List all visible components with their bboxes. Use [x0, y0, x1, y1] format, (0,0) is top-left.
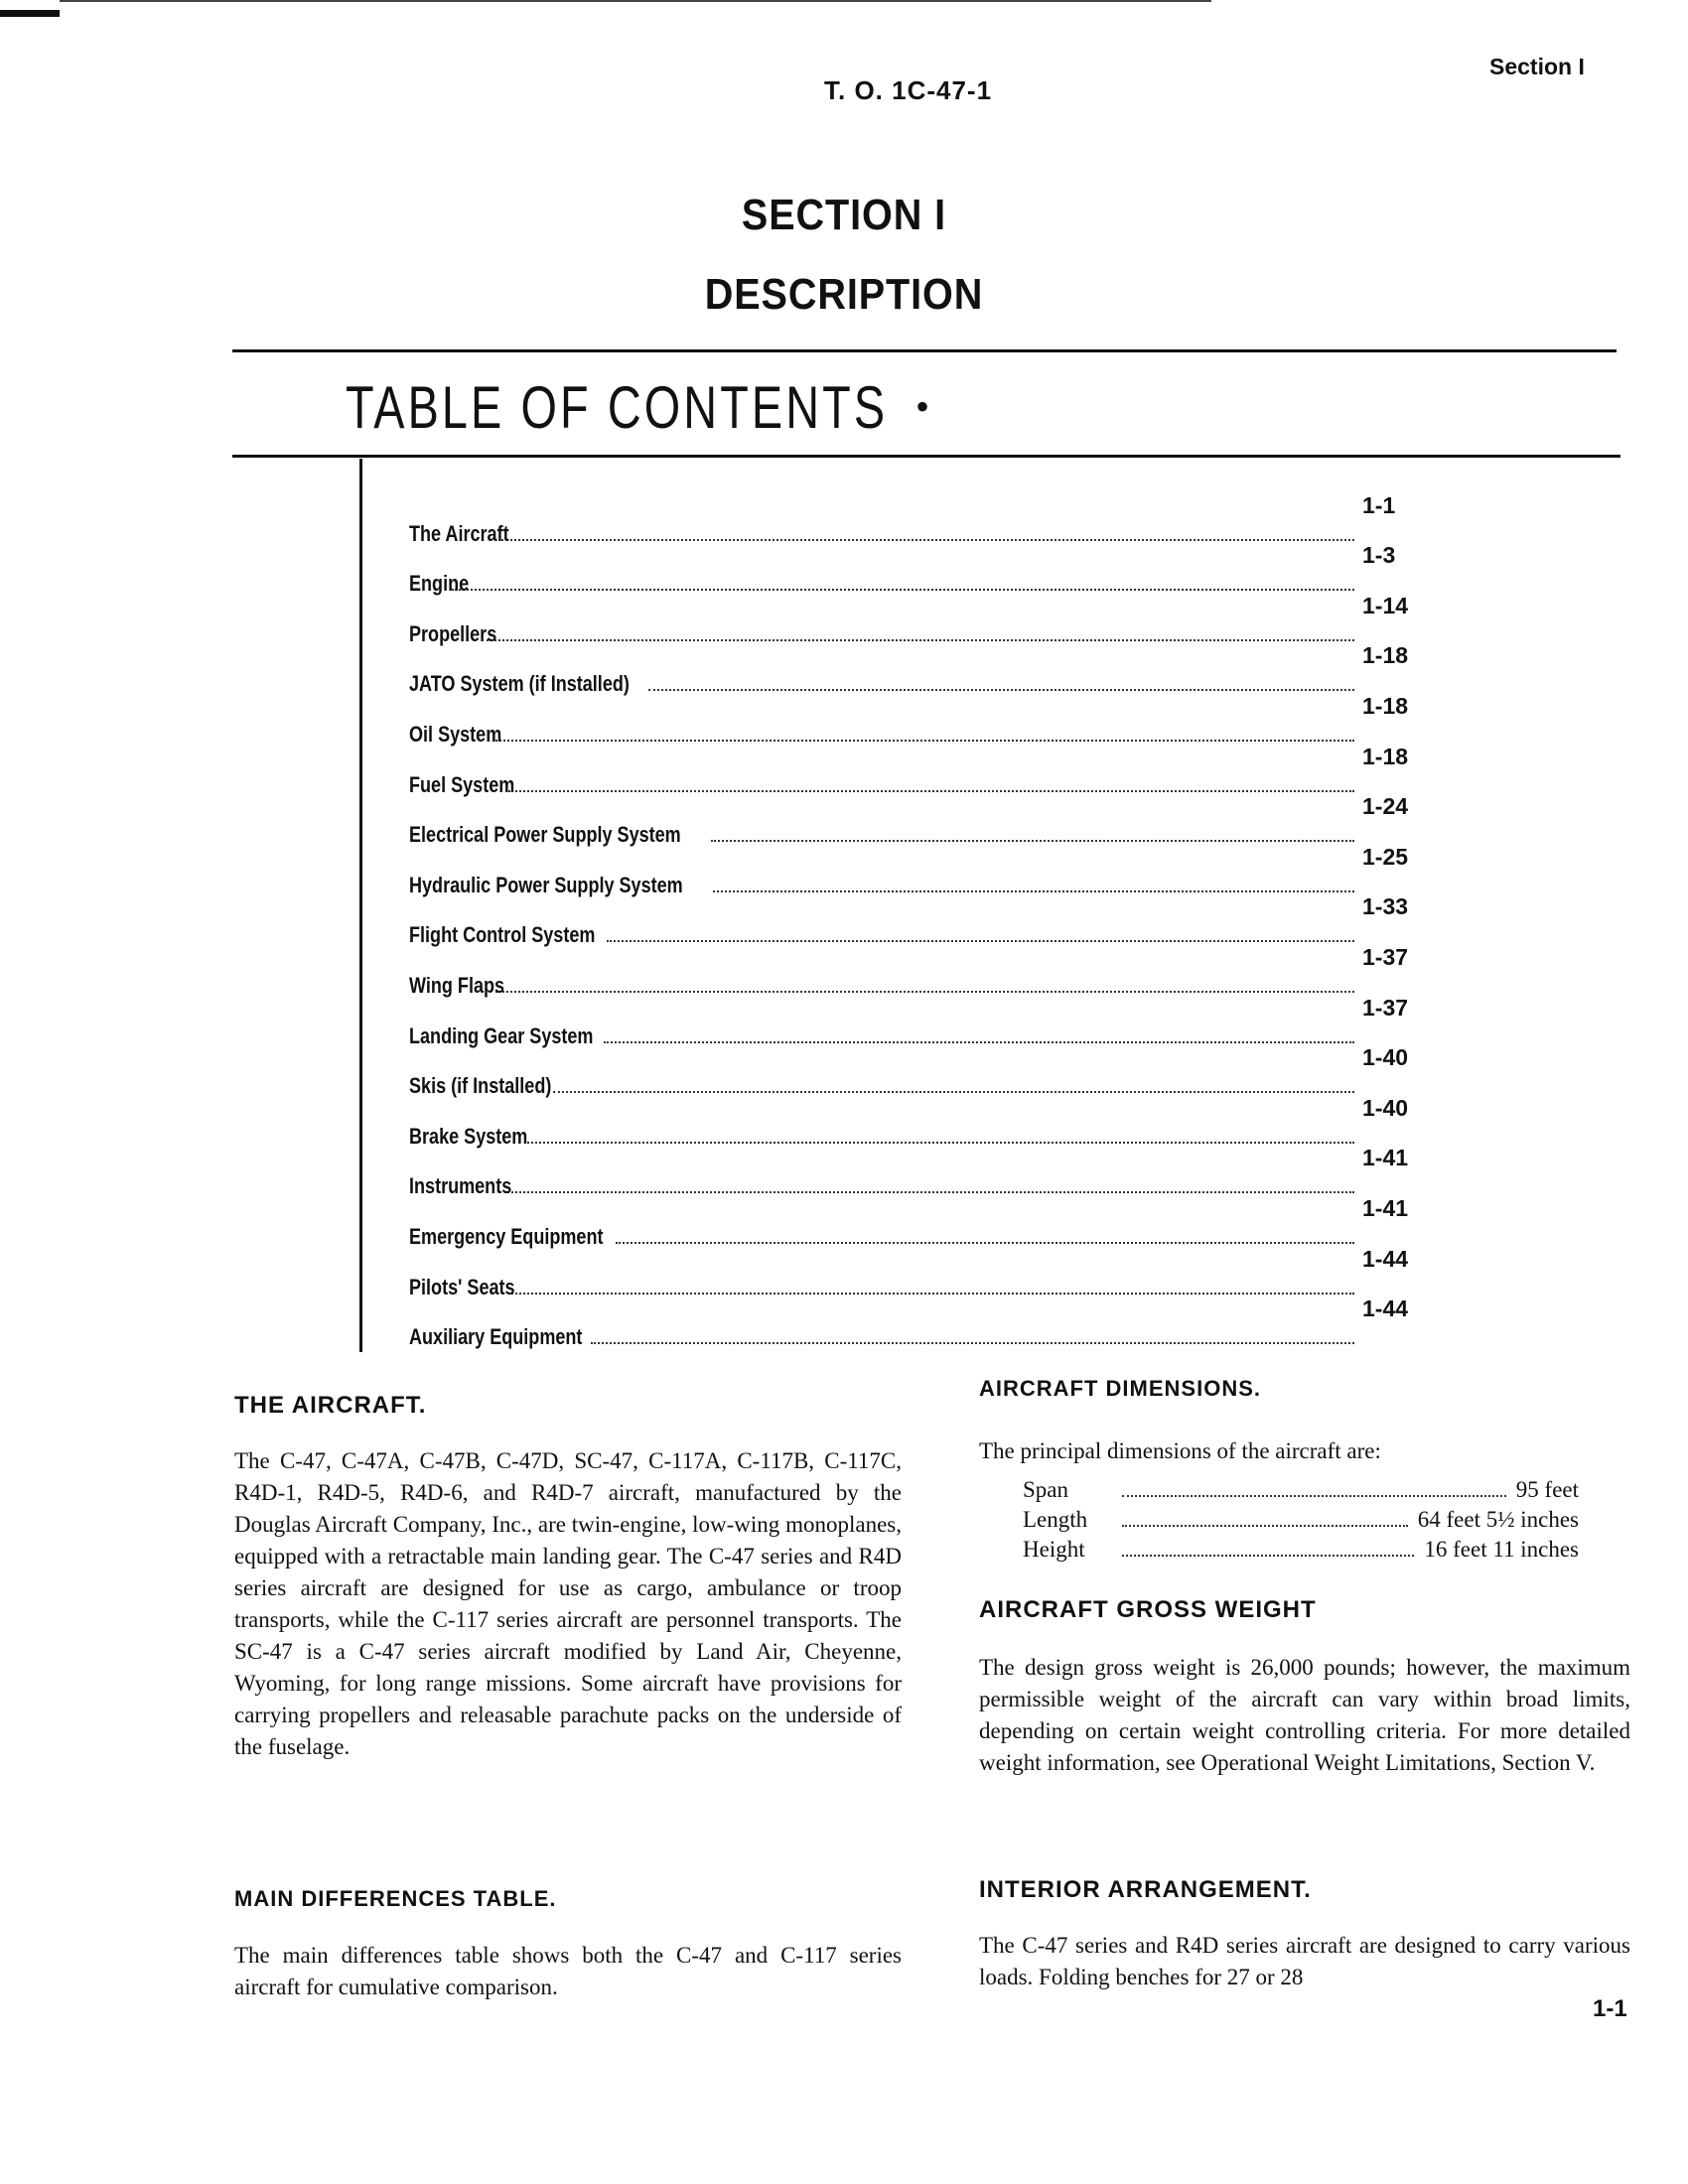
dimension-leader-dots — [1122, 1525, 1408, 1527]
toc-entry-page: 1-33 — [1362, 893, 1409, 920]
dimensions-intro: The principal dimensions of the aircraft are: — [979, 1438, 1381, 1463]
toc-entry-label: Pilots' Seats — [409, 1274, 515, 1299]
toc-leader-dots — [508, 789, 1354, 792]
page-number: 1-1 — [1593, 1995, 1627, 2022]
toc-entry-label: Electrical Power Supply System — [409, 822, 681, 848]
aircraft-paragraph: The C-47, C-47A, C-47B, C-47D, SC-47, C-117A, C-117B, C-117C, R4D-1, R4D-5, R4D-6, and R4D-7 aircraft, manufactured by the Douglas Aircraft Company, Inc., are twin-engine, low-wing monoplanes, equipped with a retractable main landing gear. The C-47 series and R4D series aircraft are designed for use as cargo, ambulance or troop transports, while the C-117 series aircraft are personnel transports. The SC-47 is a C-47 series aircraft modified by Land Air, Cheyenne, Wyoming, for long range missions. Some aircraft have provisions for carrying propellers and releasable parachute packs on the underside of the fuselage. — [234, 1448, 902, 1759]
differences-paragraph: The main differences table shows both the C-47 and C-117 series aircraft for cumulative comparison. — [234, 1943, 902, 1999]
toc-top-rule — [232, 349, 1617, 352]
dimensions-heading: AIRCRAFT DIMENSIONS. — [979, 1376, 1261, 1401]
dimension-value: 95 feet — [1515, 1477, 1579, 1502]
toc-leader-dots — [711, 839, 1354, 842]
toc-leader-dots — [452, 588, 1354, 591]
toc-entry — [409, 1094, 1422, 1150]
toc-entry-page: 1-3 — [1362, 542, 1396, 569]
toc-leader-dots — [591, 1341, 1354, 1344]
gross-weight-paragraph: The design gross weight is 26,000 pounds; however, the maximum permissible weight of the aircraft can vary within broad limits, depending on certain weight controlling criteria. For more detailed weight information, see Operational Weight Limitations, Section V. — [979, 1655, 1630, 1775]
toc-entry — [409, 843, 1422, 898]
toc-leader-dots — [501, 538, 1354, 541]
toc-entry-label: JATO System (if Installed) — [409, 671, 630, 697]
toc-entry-page: 1-44 — [1362, 1296, 1409, 1322]
toc-entry — [409, 1296, 1422, 1351]
toc-entry-page: 1-41 — [1362, 1194, 1409, 1221]
toc-entry-label: Skis (if Installed) — [409, 1073, 552, 1099]
toc-entry — [409, 1145, 1422, 1200]
toc-entry-label: The Aircraft — [409, 520, 509, 546]
toc-leader-dots — [607, 939, 1354, 942]
toc-leader-dots — [508, 1292, 1354, 1295]
toc-entry — [409, 1245, 1422, 1300]
toc-bullet: • — [915, 384, 930, 429]
toc-entry-page: 1-1 — [1362, 491, 1396, 518]
section-title: SECTION I — [741, 191, 947, 239]
toc-leader-dots — [492, 739, 1354, 742]
toc-entry — [409, 1044, 1422, 1100]
toc-entry-page: 1-41 — [1362, 1145, 1409, 1171]
toc-entry-page: 1-24 — [1362, 793, 1409, 820]
toc-entry — [409, 793, 1422, 849]
dimensions-table — [1023, 1477, 1579, 1567]
toc-list — [409, 491, 1422, 1350]
dimension-row — [1023, 1507, 1579, 1537]
toc-entry-page: 1-37 — [1362, 943, 1409, 970]
section-tag: Section I — [1489, 54, 1585, 79]
dimension-leader-dots — [1122, 1555, 1414, 1557]
section-subtitle: DESCRIPTION — [704, 270, 984, 319]
toc-entry-label: Engine — [409, 571, 470, 597]
toc-entry-page: 1-18 — [1362, 692, 1409, 719]
toc-leader-dots — [495, 990, 1354, 993]
toc-leader-dots — [553, 1090, 1354, 1093]
toc-entry-page: 1-18 — [1362, 743, 1409, 769]
toc-entry-label: Fuel System — [409, 771, 515, 797]
toc-leader-dots — [604, 1040, 1354, 1043]
dimension-label: Span — [1023, 1477, 1068, 1502]
toc-title: TABLE OF CONTENTS — [346, 374, 889, 441]
dimension-label: Height — [1023, 1537, 1085, 1562]
interior-heading: INTERIOR ARRANGEMENT. — [979, 1876, 1312, 1903]
toc-entry — [409, 1194, 1422, 1250]
toc-entry-label: Propellers — [409, 620, 497, 646]
toc-entry — [409, 542, 1422, 598]
aircraft-heading: THE AIRCRAFT. — [234, 1392, 427, 1419]
toc-entry-label: Wing Flaps — [409, 972, 505, 998]
toc-leader-dots — [713, 889, 1354, 892]
toc-entry — [409, 893, 1422, 949]
toc-entry — [409, 692, 1422, 748]
toc-leader-dots — [524, 1141, 1354, 1144]
toc-entry — [409, 943, 1422, 999]
toc-entry-page: 1-25 — [1362, 843, 1409, 870]
toc-entry — [409, 642, 1422, 698]
toc-vertical-line — [359, 459, 362, 1352]
toc-entry-label: Flight Control System — [409, 922, 596, 948]
interior-paragraph: The C-47 series and R4D series aircraft are designed to carry various loads. Folding benches for 27 or 28 — [979, 1933, 1630, 1989]
toc-entry-label: Oil System — [409, 721, 502, 747]
toc-leader-dots — [648, 688, 1354, 691]
toc-entry-label: Auxiliary Equipment — [409, 1324, 583, 1350]
toc-entry-label: Instruments — [409, 1173, 512, 1199]
toc-entry-page: 1-37 — [1362, 994, 1409, 1021]
scan-top-rule — [60, 0, 1211, 2]
toc-entry-page: 1-18 — [1362, 642, 1409, 669]
scan-edge-mark — [0, 10, 60, 17]
toc-entry — [409, 592, 1422, 647]
toc-entry-page: 1-40 — [1362, 1094, 1409, 1121]
dimension-row — [1023, 1537, 1579, 1567]
toc-entry-label: Landing Gear System — [409, 1023, 594, 1048]
toc-entry — [409, 491, 1422, 547]
toc-leader-dots — [487, 638, 1354, 641]
dimension-row — [1023, 1477, 1579, 1507]
running-title: T. O. 1C-47-1 — [824, 75, 993, 105]
toc-entry — [409, 994, 1422, 1049]
toc-entry-page: 1-14 — [1362, 592, 1409, 618]
dimension-value: 64 feet 5½ inches — [1417, 1507, 1579, 1532]
dimension-leader-dots — [1122, 1495, 1506, 1497]
toc-entry-page: 1-40 — [1362, 1044, 1409, 1071]
differences-heading: MAIN DIFFERENCES TABLE. — [234, 1886, 557, 1911]
dimension-label: Length — [1023, 1507, 1088, 1532]
toc-entry — [409, 743, 1422, 798]
dimension-value: 16 feet 11 inches — [1424, 1537, 1579, 1562]
toc-entry-label: Brake System — [409, 1123, 528, 1149]
gross-weight-heading: AIRCRAFT GROSS WEIGHT — [979, 1596, 1317, 1623]
toc-entry-page: 1-44 — [1362, 1245, 1409, 1272]
toc-bottom-rule — [232, 455, 1620, 458]
toc-entry-label: Emergency Equipment — [409, 1223, 604, 1249]
toc-leader-dots — [504, 1190, 1354, 1193]
toc-entry-label: Hydraulic Power Supply System — [409, 872, 683, 897]
toc-leader-dots — [616, 1241, 1354, 1244]
